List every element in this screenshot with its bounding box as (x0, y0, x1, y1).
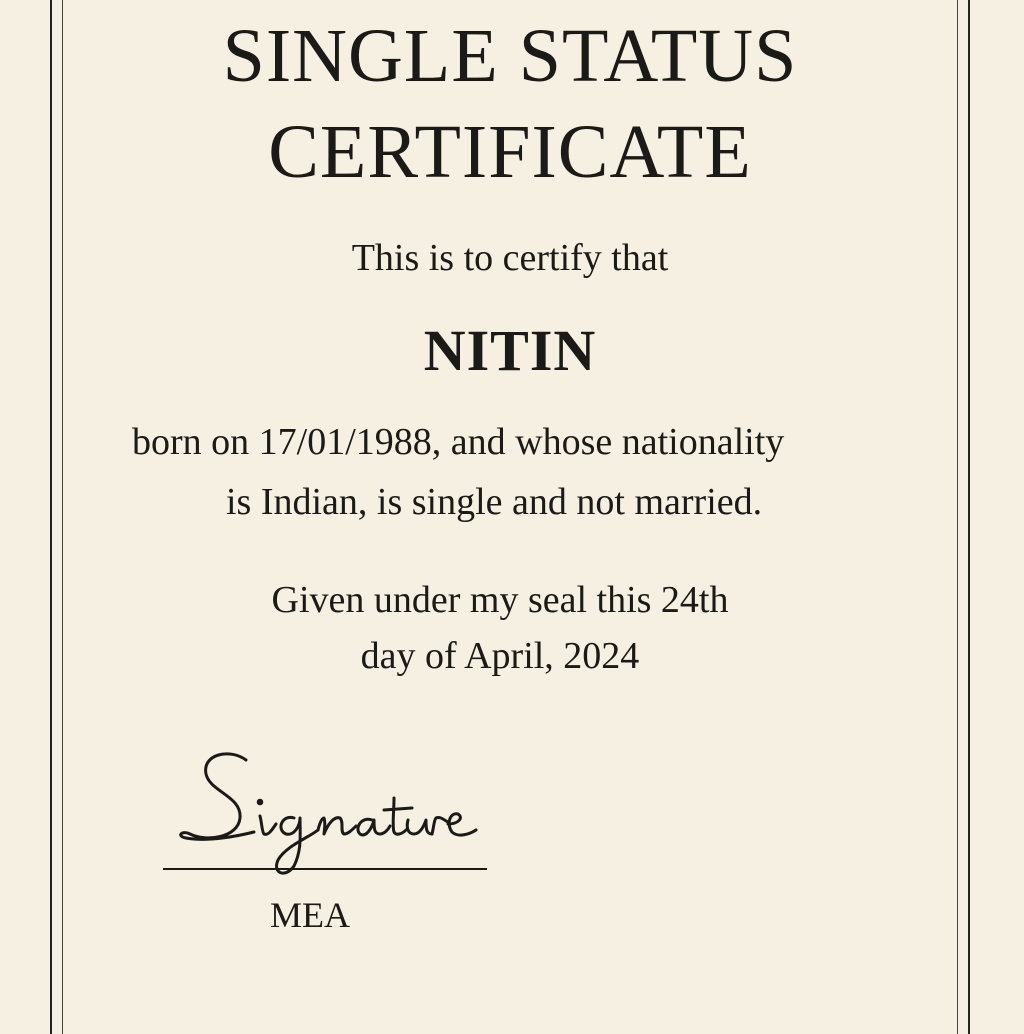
issuer-label: MEA (270, 895, 350, 935)
certificate-title-line1: SINGLE STATUS (222, 14, 798, 98)
certificate-title-line2: CERTIFICATE (268, 110, 752, 194)
handwritten-signature (168, 738, 488, 878)
given-under-seal-line2: day of April, 2024 (360, 635, 640, 677)
certificate-body-line1: born on 17/01/1988, and whose nationality (132, 421, 785, 463)
signature-line (163, 868, 487, 870)
certify-intro: This is to certify that (351, 237, 669, 279)
given-under-seal-line1: Given under my seal this 24th (271, 579, 729, 621)
certificate-body-line2: is Indian, is single and not married. (226, 481, 763, 523)
certificate-holder-name: NITIN (423, 318, 597, 383)
